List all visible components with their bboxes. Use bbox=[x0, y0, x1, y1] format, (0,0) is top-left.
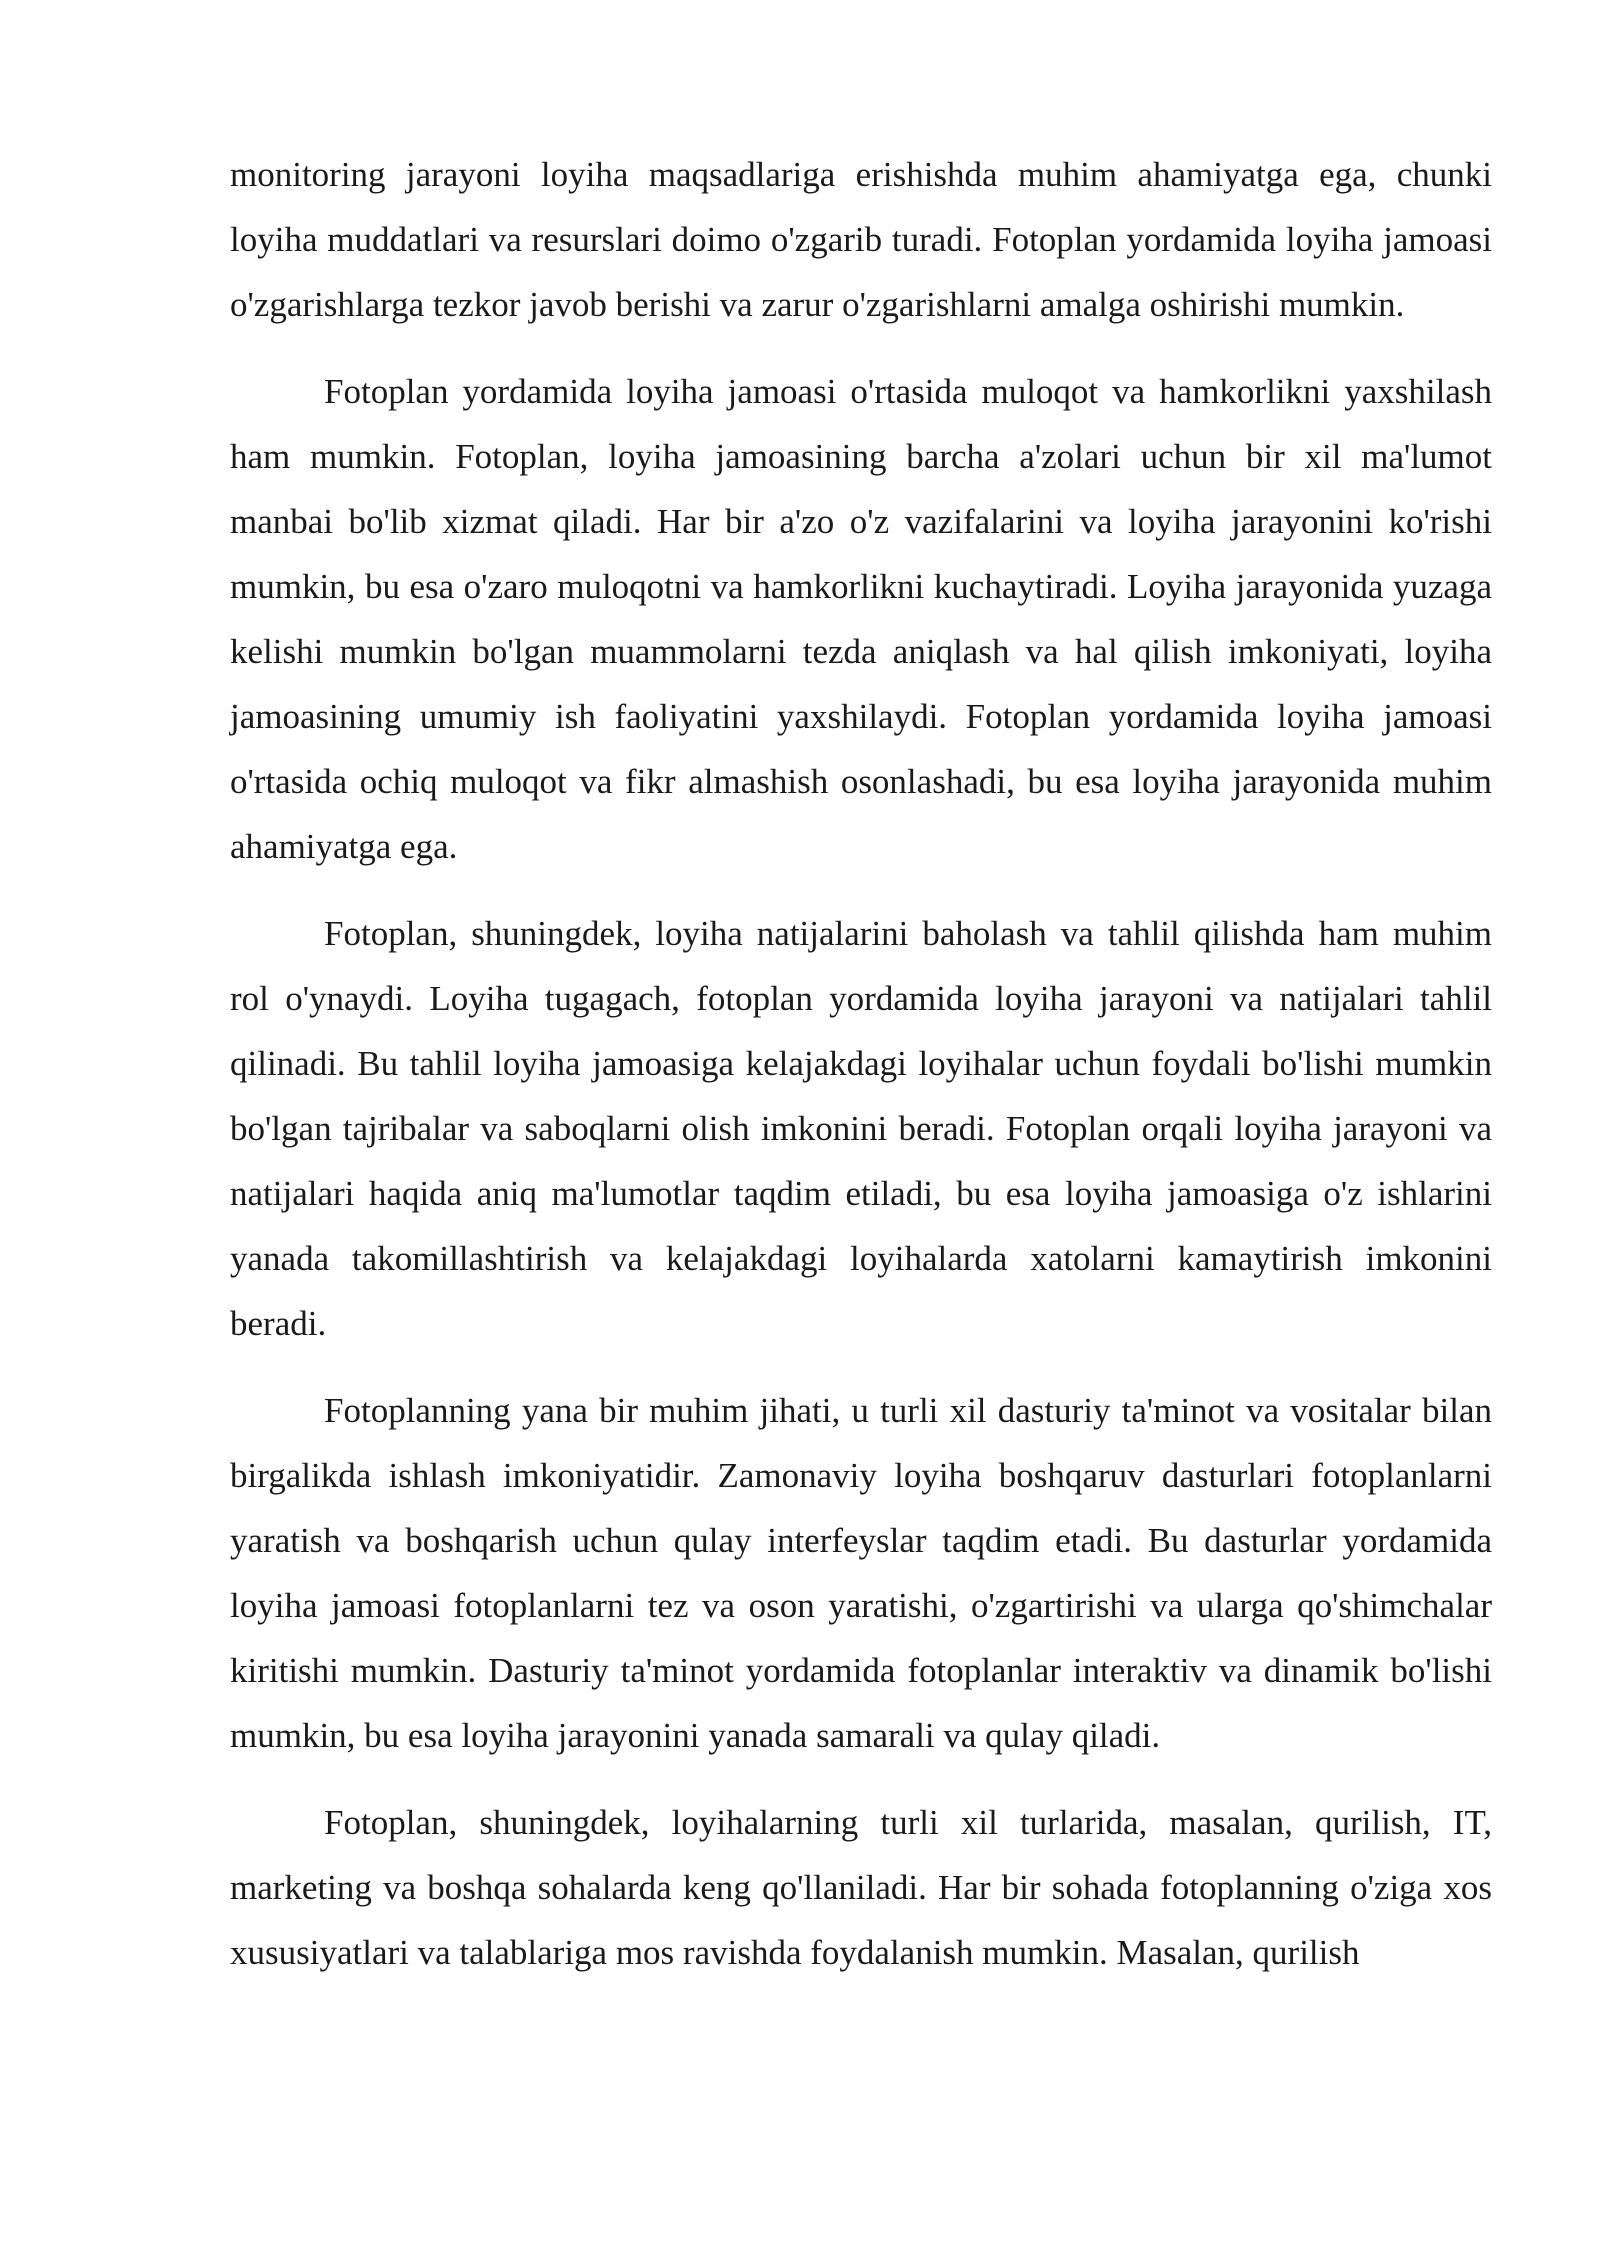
paragraph-software: Fotoplanning yana bir muhim jihati, u turli xil dasturiy ta'minot va vositalar bilan birgalikda ishlash imkoniyatidir. Zamonaviy loyiha boshqaruv dasturlari fotoplanlarni yaratish va boshqarish uchun qulay interfeyslar taqdim etadi. Bu dasturlar yordamida loyiha jamoasi fotoplanlarni tez va oson yaratishi, o'zgartirishi va ularga qo'shimchalar kiritishi mumkin. Dasturiy ta'minot yordamida fotoplanlar interaktiv va dinamik bo'lishi mumkin, bu esa loyiha jarayonini yanada samarali va qulay qiladi. bbox=[230, 1391, 1492, 1755]
paragraph-communication: Fotoplan yordamida loyiha jamoasi o'rtasida muloqot va hamkorlikni yaxshilash ham mumkin. Fotoplan, loyiha jamoasining barcha a'zolari uchun bir xil ma'lumot manbai bo'lib xizmat qiladi. Har bir a'zo o'z vazifalarini va loyiha jarayonini ko'rishi mumkin, bu esa o'zaro muloqotni va hamkorlikni kuchaytiradi. Loyiha jarayonida yuzaga kelishi mumkin bo'lgan muammolarni tezda aniqlash va hal qilish imkoniyati, loyiha jamoasining umumiy ish faoliyatini yaxshilaydi. Fotoplan yordamida loyiha jamoasi o'rtasida ochiq muloqot va fikr almashish osonlashadi, bu esa loyiha jarayonida muhim ahamiyatga ega. bbox=[230, 372, 1492, 866]
paragraph-evaluation: Fotoplan, shuningdek, loyiha natijalarini baholash va tahlil qilishda ham muhim rol o'ynaydi. Loyiha tugagach, fotoplan yordamida loyiha jarayoni va natijalari tahlil qilinadi. Bu tahlil loyiha jamoasiga kelajakdagi loyihalar uchun foydali bo'lishi mumkin bo'lgan tajribalar va saboqlarni olish imkonini beradi. Fotoplan orqali loyiha jarayoni va natijalari haqida aniq ma'lumotlar taqdim etiladi, bu esa loyiha jamoasiga o'z ishlarini yanada takomillashtirish va kelajakdagi loyihalarda xatolarni kamaytirish imkonini beradi. bbox=[230, 914, 1492, 1343]
paragraph-continued: monitoring jarayoni loyiha maqsadlariga erishishda muhim ahamiyatga ega, chunki loyiha muddatlari va resurslari doimo o'zgarib turadi. Fotoplan yordamida loyiha jamoasi o'zgarishlarga tezkor javob berishi va zarur o'zgarishlarni amalga oshirishi mumkin. bbox=[230, 155, 1492, 324]
paragraph-industries: Fotoplan, shuningdek, loyihalarning turli xil turlarida, masalan, qurilish, IT, marketing va boshqa sohalarda keng qo'llaniladi. Har bir sohada fotoplanning o'ziga xos xususiyatlari va talablariga mos ravishda foydalanish mumkin. Masalan, qurilish bbox=[230, 1803, 1492, 1972]
document-body bbox=[230, 142, 1492, 1985]
